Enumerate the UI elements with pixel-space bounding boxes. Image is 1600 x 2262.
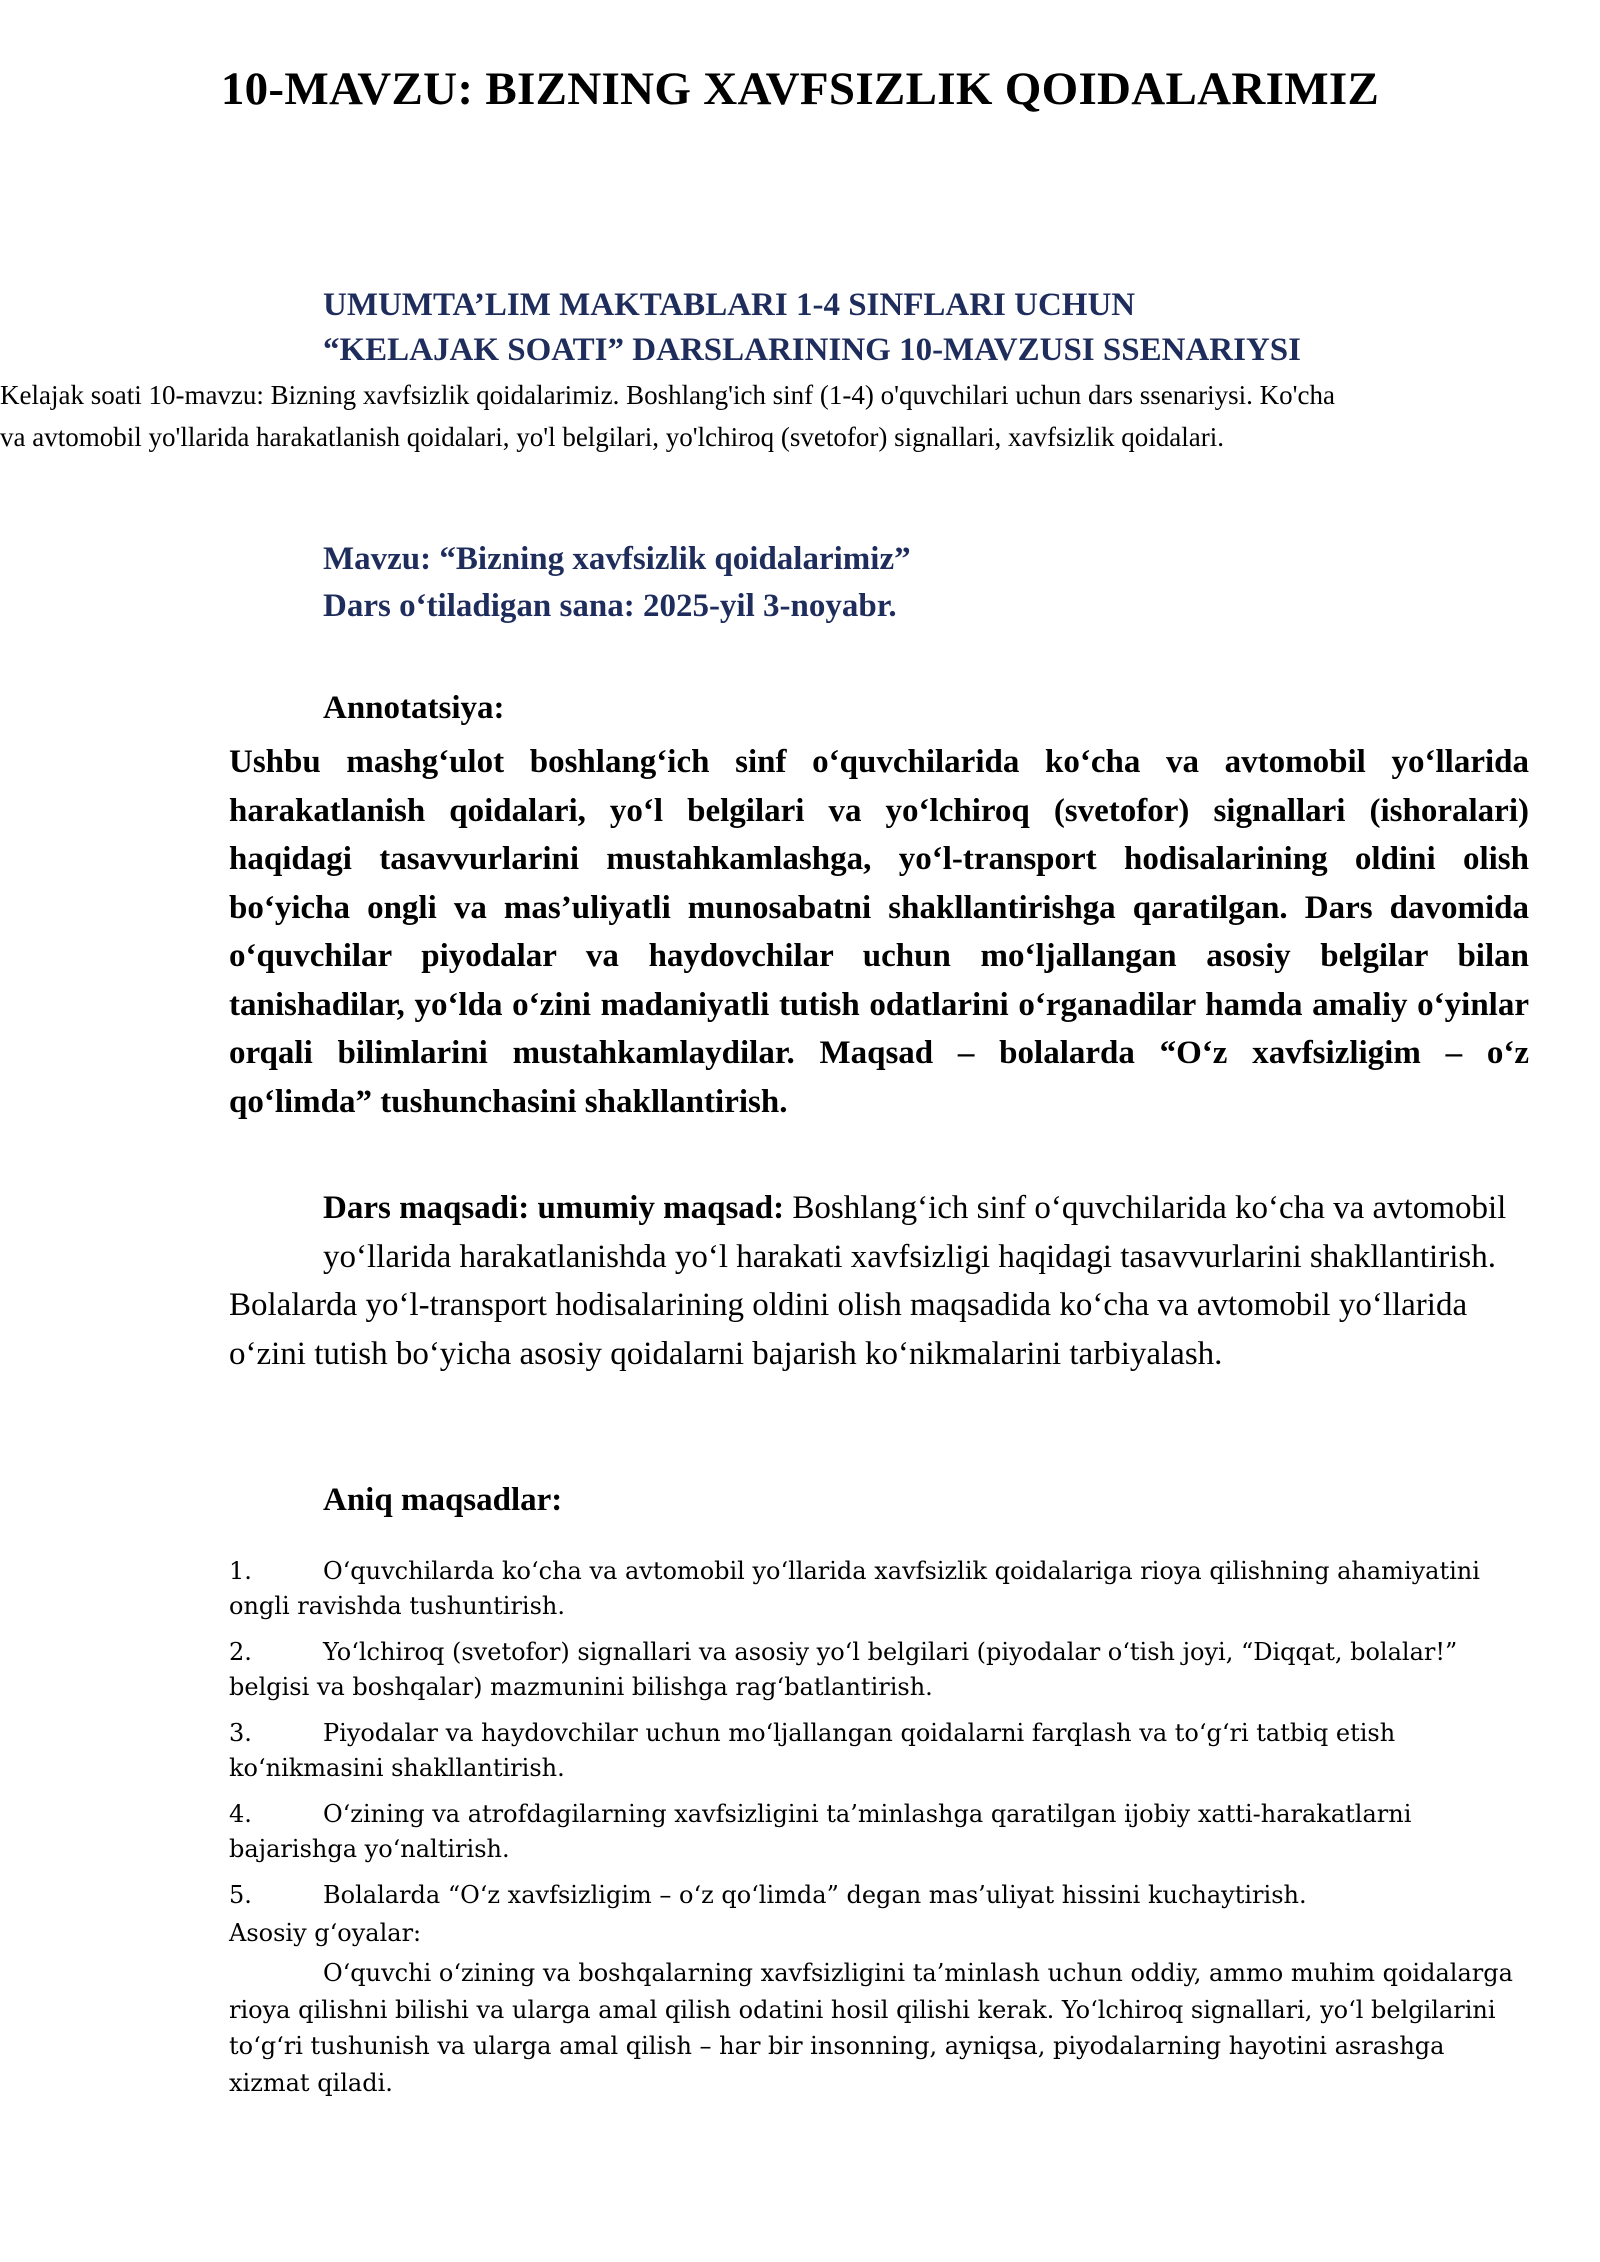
main-ideas-heading: Asosiy g‘oyalar: xyxy=(229,1919,422,1947)
intro-line-1: Kelajak soati 10-mavzu: Bizning xavfsizlik qoidalarimiz. Boshlang'ich sinf (1-4) o'quvchilari uchun dars ssenariysi. Ko'cha xyxy=(0,380,1336,410)
objective-item xyxy=(229,1878,1529,1913)
annotation-heading: Annotatsiya: xyxy=(323,690,505,726)
intro-paragraph xyxy=(0,374,1600,458)
objective-text: Piyodalar va haydovchilar uchun mo‘ljallangan qoidalarni farqlash va to‘g‘ri tatbiq etish ko‘nikmasini shakllantirish. xyxy=(229,1719,1396,1782)
objective-item xyxy=(229,1797,1529,1867)
objective-text: Bolalarda “O‘z xavfsizligim – o‘z qo‘limda” degan mas’uliyat hissini kuchaytirish. xyxy=(323,1881,1307,1909)
goal-label: Dars maqsadi: umumiy maqsad: xyxy=(323,1190,785,1226)
lesson-date: Dars o‘tiladigan sana: 2025-yil 3-noyabr. xyxy=(323,588,897,624)
lesson-goal xyxy=(229,1184,1529,1378)
objectives-list xyxy=(229,1554,1529,1924)
main-ideas-body: O‘quvchi o‘zining va boshqalarning xavfsizligini ta’minlash uchun oddiy, ammo muhim qoidalarga rioya qilishni bilishi va ularga amal qilish odatini hosil qilishi kerak. Yo‘lchiroq signallari, yo‘l belgilarini to‘g‘ri tushunish va ularga amal qilish – har bir insonning, ayniqsa, piyodalarning hayotini asrashga xizmat qiladi. xyxy=(229,1959,1513,2097)
objective-number: 5. xyxy=(229,1881,252,1909)
objective-number: 3. xyxy=(229,1719,252,1747)
lesson-meta xyxy=(323,536,911,630)
document-subtitle xyxy=(323,283,1301,373)
objective-number: 4. xyxy=(229,1800,252,1828)
objective-number: 2. xyxy=(229,1638,252,1666)
intro-line-2: va avtomobil yo'llarida harakatlanish qoidalari, yo'l belgilari, yo'lchiroq (svetofor) signallari, xavfsizlik qoidalari. xyxy=(0,422,1224,452)
objective-item xyxy=(229,1716,1529,1786)
objective-text: O‘quvchilarda ko‘cha va avtomobil yo‘llarida xavfsizlik qoidalariga rioya qilishning ahamiyatini ongli ravishda tushuntirish. xyxy=(229,1557,1480,1620)
objective-number: 1. xyxy=(229,1557,252,1585)
objective-text: O‘zining va atrofdagilarning xavfsizligini ta’minlashga qaratilgan ijobiy xatti-harakatlarni bajarishga yo‘naltirish. xyxy=(229,1800,1412,1863)
goal-text: Boshlang‘ich sinf o‘quvchilarida ko‘cha va avtomobil yo‘llarida harakatlanishda yo‘l harakati xavfsizligi haqidagi tasavvurlarini shakllantirish. xyxy=(323,1190,1507,1275)
subtitle-line-2: “KELAJAK SOATI” DARSLARINING 10-MAVZUSI SSENARIYSI xyxy=(323,332,1301,368)
goal-paragraph-2: Bolalarda yo‘l-transport hodisalarining oldini olish maqsadida ko‘cha va avtomobil yo‘llarida o‘zini tutish bo‘yicha asosiy qoidalarni bajarish ko‘nikmalarini tarbiyalash. xyxy=(229,1287,1468,1372)
goal-paragraph xyxy=(229,1184,1529,1281)
lesson-topic: Mavzu: “Bizning xavfsizlik qoidalarimiz” xyxy=(323,541,911,577)
objective-item xyxy=(229,1554,1529,1624)
annotation-body: Ushbu mashg‘ulot boshlang‘ich sinf o‘quvchilarida ko‘cha va avtomobil yo‘llarida harakatlanish qoidalari, yo‘l belgilari va yo‘lchiroq (svetofor) signallari (ishoralari) haqidagi tasavvurlarini mustahkamlashga, yo‘l-transport hodisalarining oldini olish bo‘yicha ongli va mas’uliyatli munosabatni shakllantirishga qaratilgan. Dars davomida o‘quvchilar piyodalar va haydovchilar uchun mo‘ljallangan asosiy belgilar bilan tanishadilar, yo‘lda o‘zini madaniyatli tutish odatlarini o‘rganadilar hamda amaliy o‘yinlar orqali bilimlarini mustahkamlaydilar. Maqsad – bolalarda “O‘z xavfsizligim – o‘z qo‘limda” tushunchasini shakllantirish. xyxy=(229,744,1529,1120)
objectives-heading: Aniq maqsadlar: xyxy=(323,1482,563,1518)
objective-item xyxy=(229,1635,1529,1705)
page-title: 10-MAVZU: BIZNING XAVFSIZLIK QOIDALARIMIZ xyxy=(220,63,1380,115)
objective-text: Yo‘lchiroq (svetofor) signallari va asosiy yo‘l belgilari (piyodalar o‘tish joyi, “Diqqat, bolalar!” belgisi va boshqalar) mazmunini bilishga rag‘batlantirish. xyxy=(229,1638,1458,1701)
subtitle-line-1: UMUMTA’LIM MAKTABLARI 1-4 SINFLARI UCHUN xyxy=(323,287,1136,323)
